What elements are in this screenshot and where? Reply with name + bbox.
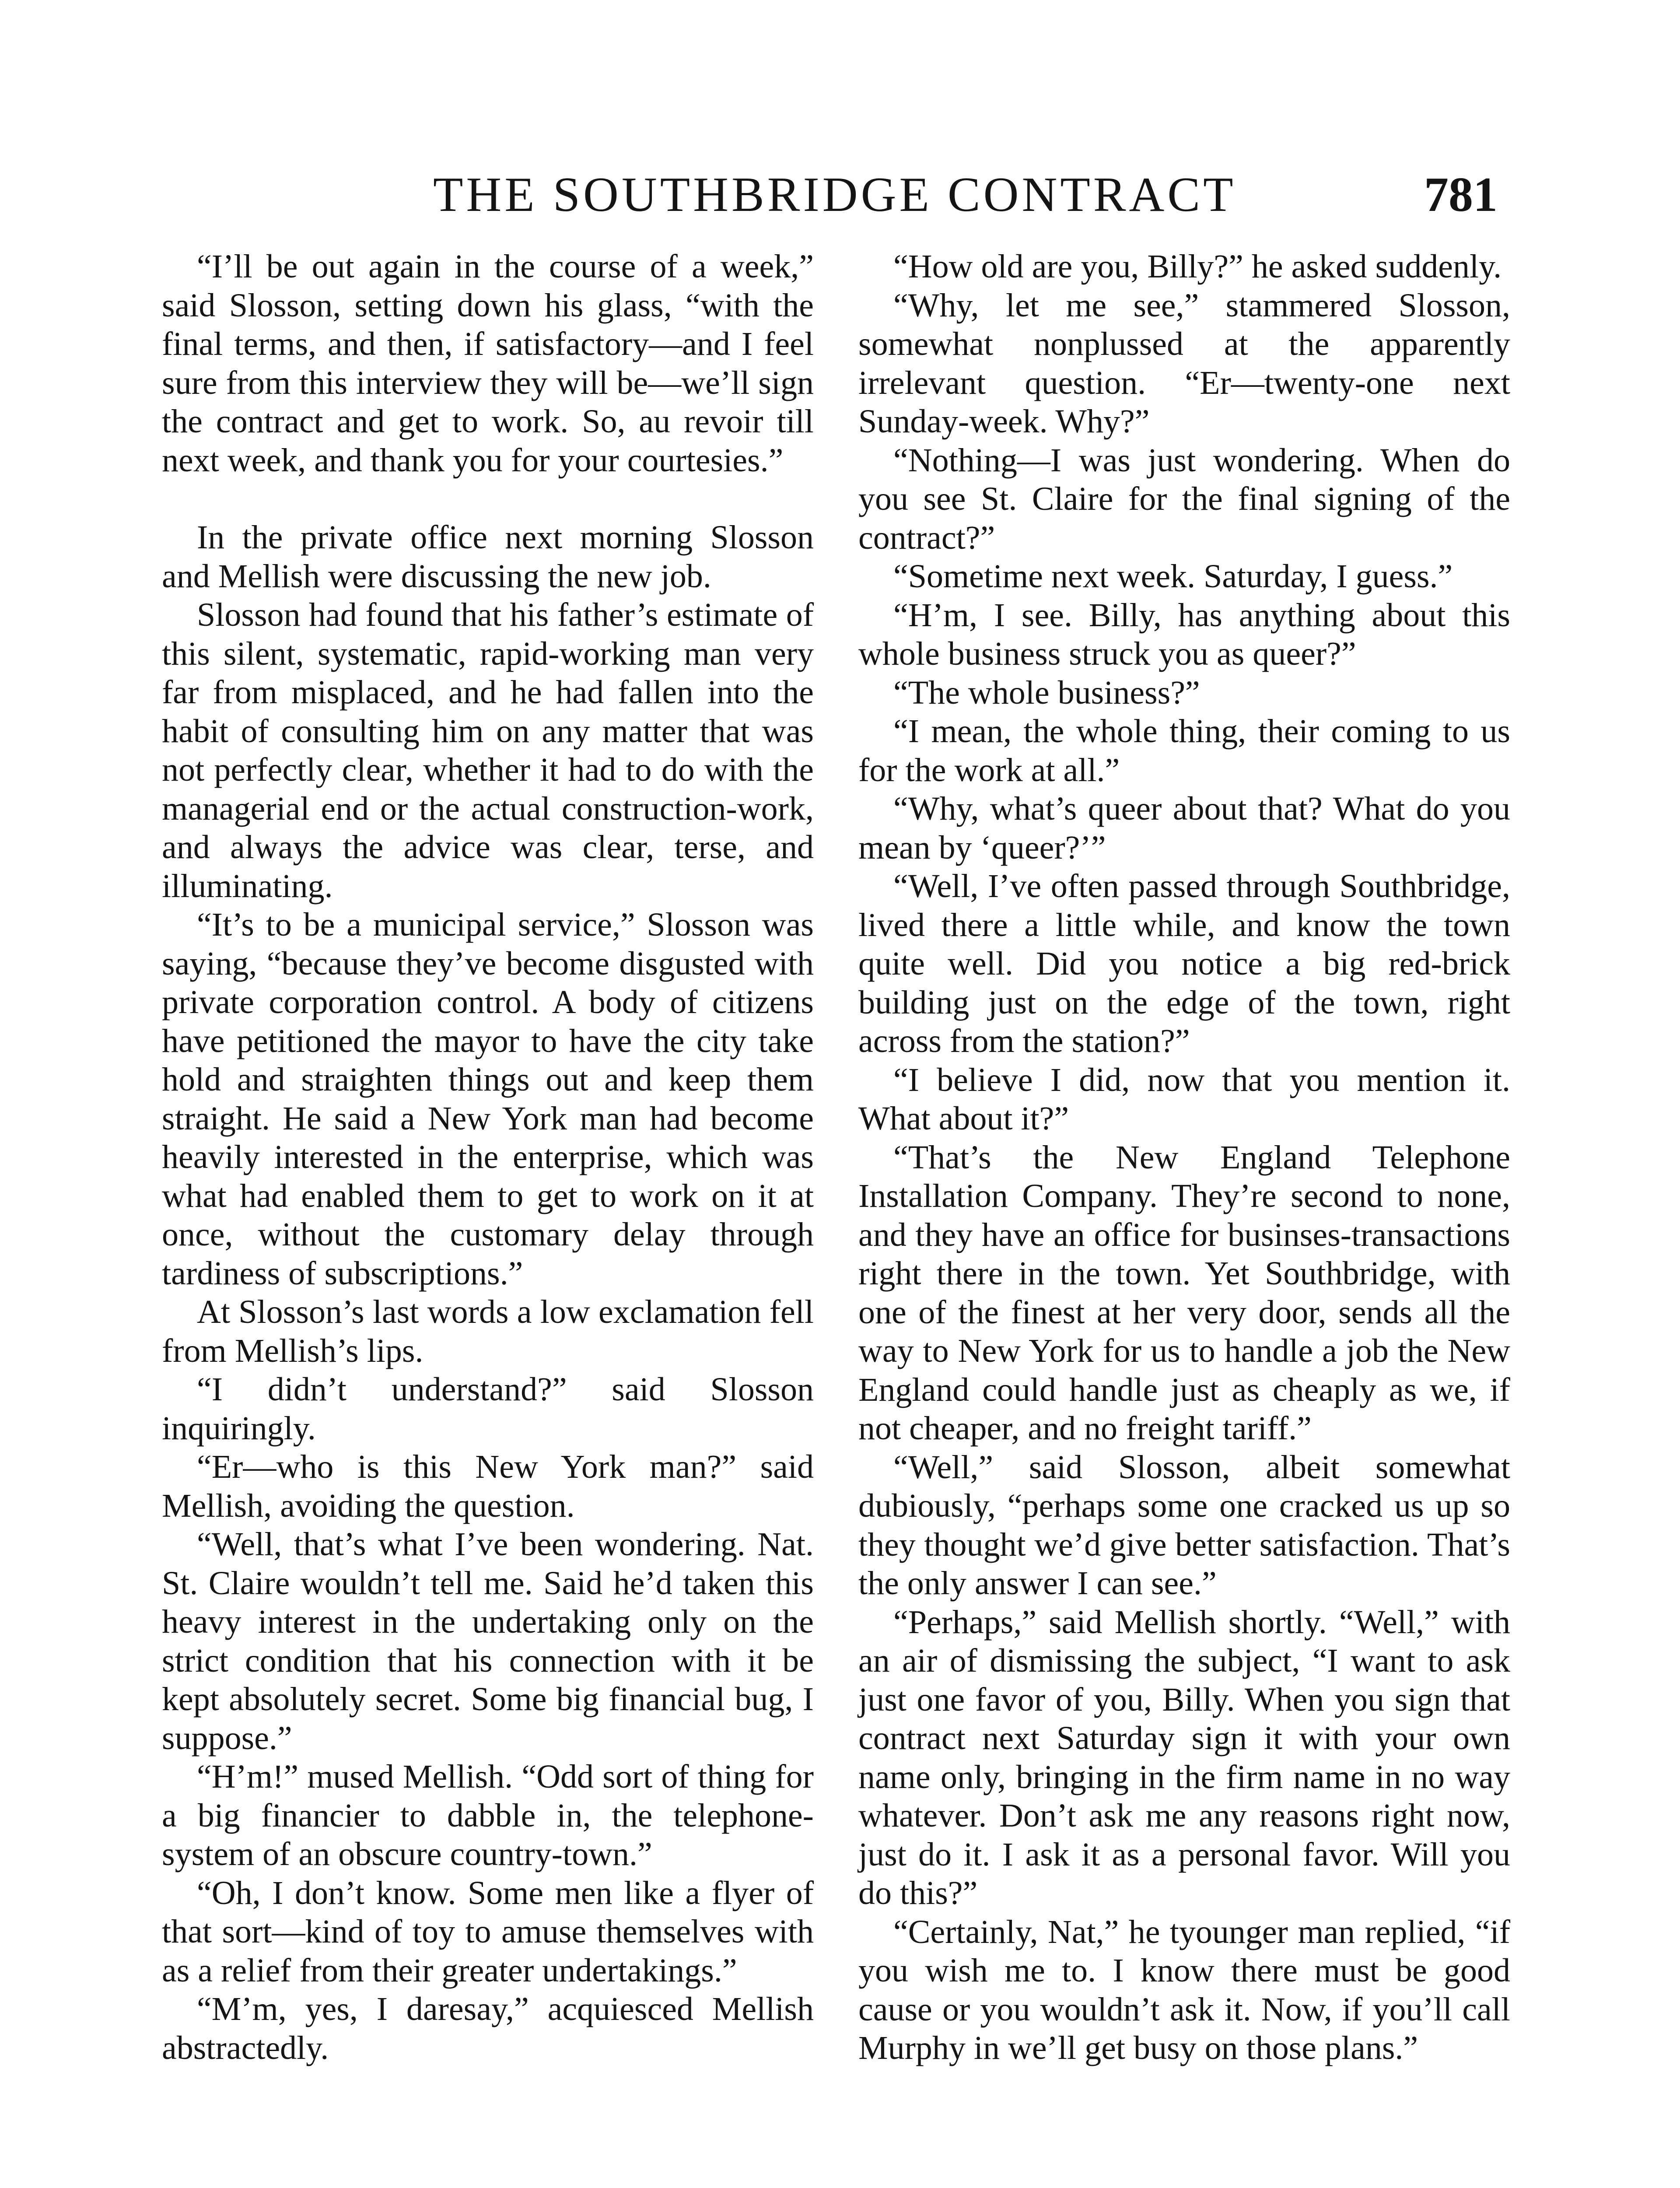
paragraph: Slosson had found that his father’s estimate of this silent, systematic, rapid-working man very far from misplaced, and he had fallen into the habit of consulting him on any matter that was not perfectly clear, whether it had to do with the managerial end or the actual construction-work, and always the advice was clear, terse, and illuminating. [162,596,814,905]
page-number: 781 [1424,168,1498,222]
left-column [162,247,814,2067]
paragraph: “I didn’t understand?” said Slosson inquiringly. [162,1371,814,1447]
running-title: THE SOUTHBRIDGE CONTRACT [433,168,1236,222]
right-column [858,247,1510,2068]
paragraph: At Slosson’s last words a low exclamation fell from Mellish’s lips. [162,1294,814,1369]
paragraph: “That’s the New England Telephone Installation Company. They’re second to none, and they have an office for businses-transactions right there in the town. Yet Southbridge, with one of the finest at her very door, sends all the way to New York for us to handle a job the New England could handle just as cheaply as we, if not cheaper, and no freight tariff.” [858,1139,1510,1447]
paragraph: “H’m, I see. Billy, has anything about this whole business struck you as queer?” [858,596,1510,672]
paragraph: In the private office next morning Slosson and Mellish were discussing the new job. [162,519,814,595]
paragraph: “H’m!” mused Mellish. “Odd sort of thing for a big financier to dabble in, the telephone-system of an obscure country-town.” [162,1758,814,1872]
paragraph: “I’ll be out again in the course of a week,” said Slosson, setting down his glass, “with the final terms, and then, if satisfactory—and I feel sure from this interview they will be—we’ll sign the contract and get to work. So, au revoir till next week, and thank you for your courtesies.” [162,248,814,479]
paragraph: “Oh, I don’t know. Some men like a flyer of that sort—kind of toy to amuse themselves with as a relief from their greater undertakings.” [162,1874,814,1989]
paragraph: “Why, what’s queer about that? What do you mean by ‘queer?’” [858,790,1510,866]
paragraph: “It’s to be a municipal service,” Slosson was saying, “because they’ve become disgusted with private corporation control. A body of citizens have petitioned the mayor to have the city take hold and straighten things out and keep them straight. He said a New York man had become heavily interested in the enterprise, which was what had enabled them to get to work on it at once, without the customary delay through tardiness of subscriptions.” [162,906,814,1292]
paragraph: “Well,” said Slosson, albeit somewhat dubiously, “perhaps some one cracked us up so they thought we’d give better satisfaction. That’s the only answer I can see.” [858,1448,1510,1602]
page-header [0,158,1680,232]
paragraph: “Perhaps,” said Mellish shortly. “Well,” with an air of dismissing the subject, “I want to ask just one favor of you, Billy. When you sign that contract next Saturday sign it with your own name only, bringing in the firm name in no way whatever. Don’t ask me any reasons right now, just do it. I ask it as a personal favor. Will you do this?” [858,1603,1510,1911]
paragraph: “Well, I’ve often passed through Southbridge, lived there a little while, and know the town quite well. Did you notice a big red-brick building just on the edge of the town, right across from the station?” [858,868,1510,1059]
paragraph: “Well, that’s what I’ve been wondering. Nat. St. Claire wouldn’t tell me. Said he’d taken this heavy interest in the undertaking only on the strict condition that his connection with it be kept absolutely secret. Some big financial bug, I suppose.” [162,1526,814,1757]
paragraph: “Er—who is this New York man?” said Mellish, avoiding the question. [162,1448,814,1524]
paragraph: “Certainly, Nat,” he tyounger man replied, “if you wish me to. I know there must be good cause or you wouldn’t ask it. Now, if you’ll call Murphy in we’ll get busy on those plans.” [858,1913,1510,2066]
paragraph: “How old are you, Billy?” he asked suddenly. [893,248,1502,285]
paragraph: “Sometime next week. Saturday, I guess.” [893,558,1453,595]
paragraph: “I mean, the whole thing, their coming to us for the work at all.” [858,713,1510,789]
paragraph: “Why, let me see,” stammered Slosson, somewhat nonplussed at the apparently irrelevant question. “Er—twenty-one next Sunday-week. Why?” [858,287,1510,440]
paragraph: “The whole business?” [893,674,1200,711]
paragraph: “M’m, yes, I daresay,” acquiesced Mellish abstractedly. [162,1991,814,2066]
paragraph: “I believe I did, now that you mention it. What about it?” [858,1061,1510,1137]
paragraph: “Nothing—I was just wondering. When do you see St. Claire for the final signing of the contract?” [858,442,1510,556]
